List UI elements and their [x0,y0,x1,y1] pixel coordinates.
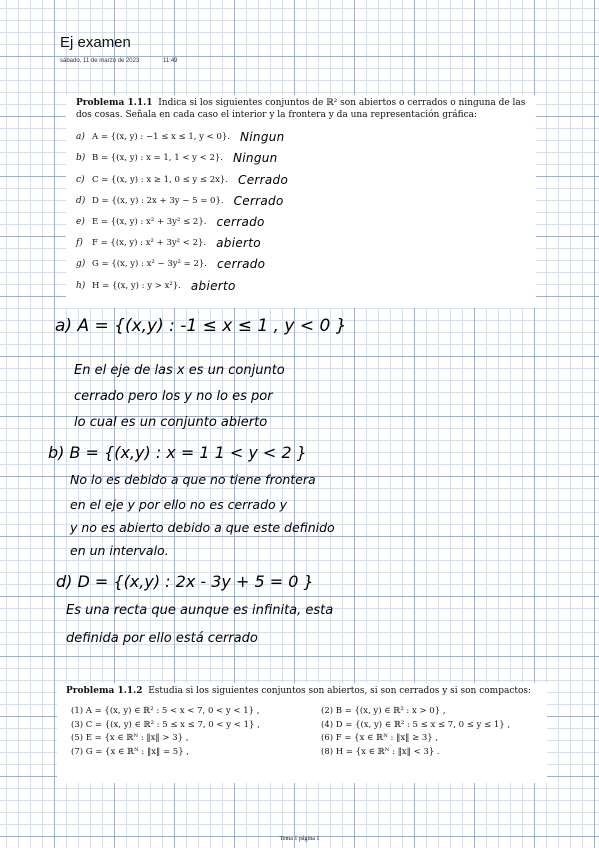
item-label: e) [76,216,85,227]
problem-1-item [76,275,536,296]
handwritten-a-line: En el eje de las x es un conjunto [74,363,285,378]
item-math: E = {(x, y) : x² + 3y² ≤ 2}. [92,216,207,227]
problem-1-item [76,127,536,148]
item-handwritten-answer: Ningun [240,130,285,145]
item-math: C = {(x, y) : x ≥ 1, 0 ≤ y ≤ 2x}. [92,174,229,185]
item-handwritten-answer: Ningun [233,151,278,166]
item-label: a) [76,132,85,143]
problem-2-item: (7) G = {x ∈ ℝᴺ : ‖x‖ = 5} , [71,746,190,757]
handwritten-a-line: cerrado pero los y no lo es por [74,389,273,404]
item-label: c) [76,174,85,185]
item-handwritten-answer: abierto [216,236,261,251]
problem-2-item: (1) A = {(x, y) ∈ ℝ² : 5 < x < 7, 0 < y < 1} , [71,706,260,717]
handwritten-a-title: a) A = {(x,y) : -1 ≤ x ≤ 1 , y < 0 } [55,316,347,336]
item-math: F = {(x, y) : x² + 3y² < 2}. [92,238,207,249]
problem-2-intro: Estudia si los siguientes conjuntos son abiertos, si son cerrados y si son compactos: [148,686,532,696]
problem-2-item: (4) D = {(x, y) ∈ ℝ² : 5 ≤ x ≤ 7, 0 ≤ y ≤ 1} , [321,719,511,730]
handwritten-d-title: d) D = {(x,y) : 2x - 3y + 5 = 0 } [56,572,314,591]
problem-2-box [57,683,547,783]
page-datetime [60,58,178,64]
handwritten-b-line: y no es abierto debido a que este definido [70,520,335,535]
handwritten-b-title: b) B = {(x,y) : x = 1 1 < y < 2 } [48,443,307,462]
item-math: H = {(x, y) : y > x²}. [92,280,181,291]
item-handwritten-answer: Cerrado [233,193,284,208]
item-math: G = {(x, y) : x² − 3y² = 2}. [92,259,208,270]
item-math: A = {(x, y) : −1 ≤ x ≤ 1, y < 0}. [92,132,231,143]
problem-2-items [71,705,547,758]
item-label: d) [76,195,86,206]
problem-1-intro: Indica si los siguientes conjuntos de ℝ² son abiertos o cerrados o ninguna de las dos cosas. Señala en cada caso el interior y la frontera y da una representación gráfica: [76,98,526,121]
handwritten-b-line: en un intervalo. [70,543,169,558]
item-math: D = {(x, y) : 2x + 3y − 5 = 0}. [92,195,224,206]
item-math: B = {(x, y) : x = 1, 1 < y < 2}. [92,153,223,164]
problem-1-item [76,233,536,254]
item-label: h) [76,280,86,291]
page-title: Ej examen [60,34,131,51]
item-label: b) [76,153,86,164]
handwritten-b-line: No lo es debido a que no tiene frontera [70,472,316,487]
problem-1-item [76,148,536,169]
problem-2-title: Problema 1.1.2 [66,686,143,696]
item-label: f) [76,238,83,249]
item-handwritten-answer: abierto [190,278,236,293]
item-handwritten-answer: Cerrado [238,172,289,187]
handwritten-d-line: Es una recta que aunque es infinita, esta [66,603,334,618]
item-handwritten-answer: cerrado [217,257,266,272]
item-handwritten-answer: cerrado [216,214,265,229]
problem-1-item [76,190,536,211]
problem-2-item: (5) E = {x ∈ ℝᴺ : ‖x‖ > 3} , [71,733,189,744]
problem-2-item: (3) C = {(x, y) ∈ ℝ² : 5 ≤ x ≤ 7, 0 < y < 1} , [71,719,260,730]
problem-1-item [76,212,536,233]
handwritten-d-line: definida por ello está cerrado [66,631,258,646]
problem-1-items [76,127,536,297]
page-time: 11:49 [162,58,178,64]
problem-2-item: (8) H = {x ∈ ℝᴺ : ‖x‖ < 3} . [321,746,440,757]
item-label: g) [76,259,86,270]
page-date: sábado, 11 de marzo de 2023 [60,58,140,64]
problem-1-item [76,169,536,190]
problem-1-item [76,254,536,275]
problem-2-item: (6) F = {x ∈ ℝᴺ : ‖x‖ ≥ 3} , [321,733,439,744]
problem-1-title: Problema 1.1.1 [76,98,153,108]
handwritten-b-line: en el eje y por ello no es cerrado y [70,497,288,512]
problem-1-box [66,95,536,308]
problem-2-item: (2) B = {(x, y) ∈ ℝ² : x > 0} , [321,706,446,717]
handwritten-a-line: lo cual es un conjunto abierto [74,415,268,430]
page-footer: Tema 1 página 1 [279,836,320,842]
